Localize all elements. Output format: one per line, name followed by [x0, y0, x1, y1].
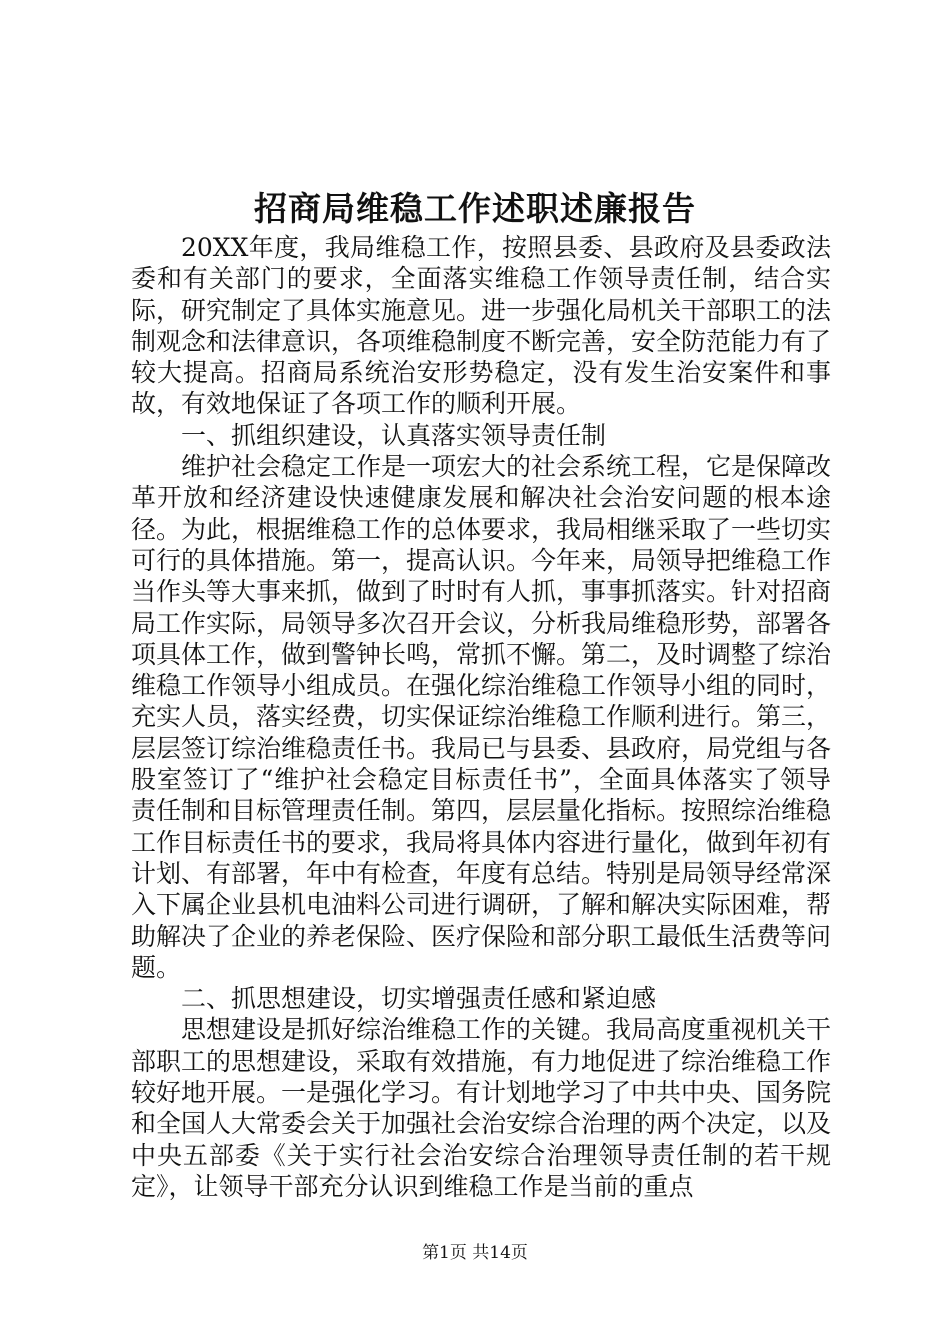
section-2-paragraph: 思想建设是抓好综治维稳工作的关键。我局高度重视机关干部职工的思想建设，采取有效措施，有力地促进了综治维稳工作较好地开展。一是强化学习。有计划地学习了中共中央、国务院和全国人大常委会关于加强社会治安综合治理的两个决定，以及中央五部委《关于实行社会治安综合治理领导责任制的若干规定》，让领导干部充分认识到维稳工作是当前的重点: [131, 1015, 832, 1201]
intro-paragraph: 20XX年度，我局维稳工作，按照县委、县政府及县委政法委和有关部门的要求，全面落实维稳工作领导责任制，结合实际，研究制定了具体实施意见。进一步强化局机关干部职工的法制观念和法律意识，各项维稳制度不断完善，安全防范能力有了较大提高。招商局系统治安形势稳定，没有发生治安案件和事故，有效地保证了各项工作的顺利开展。: [131, 233, 832, 419]
section-1-paragraph: 维护社会稳定工作是一项宏大的社会系统工程，它是保障改革开放和经济建设快速健康发展和解决社会治安问题的根本途径。为此，根据维稳工作的总体要求，我局相继采取了一些切实可行的具体措施。第一，提高认识。今年来，局领导把维稳工作当作头等大事来抓，做到了时时有人抓，事事抓落实。针对招商局工作实际，局领导多次召开会议，分析我局维稳形势，部署各项具体工作，做到警钟长鸣，常抓不懈。第二，及时调整了综治维稳工作领导小组成员。在强化综治维稳工作领导小组的同时，充实人员，落实经费，切实保证综治维稳工作顺利进行。第三，层层签订综治维稳责任书。我局已与县委、县政府，局党组与各股室签订了“维护社会稳定目标责任书”，全面具体落实了领导责任制和目标管理责任制。第四，层层量化指标。按照综治维稳工作目标责任书的要求，我局将具体内容进行量化，做到年初有计划、有部署，年中有检查，年度有总结。特别是局领导经常深入下属企业县机电油料公司进行调研，了解和解决实际困难，帮助解决了企业的养老保险、医疗保险和部分职工最低生活费等问题。: [131, 452, 832, 982]
section-heading-2: 二、抓思想建设，切实增强责任感和紧迫感: [181, 984, 657, 1014]
document-body: [131, 232, 831, 1202]
section-heading-1: 一、抓组织建设，认真落实领导责任制: [181, 420, 607, 450]
page-number-footer: 第1页 共14页: [422, 1243, 528, 1263]
document-title: 招商局维稳工作述职述廉报告: [254, 189, 696, 228]
